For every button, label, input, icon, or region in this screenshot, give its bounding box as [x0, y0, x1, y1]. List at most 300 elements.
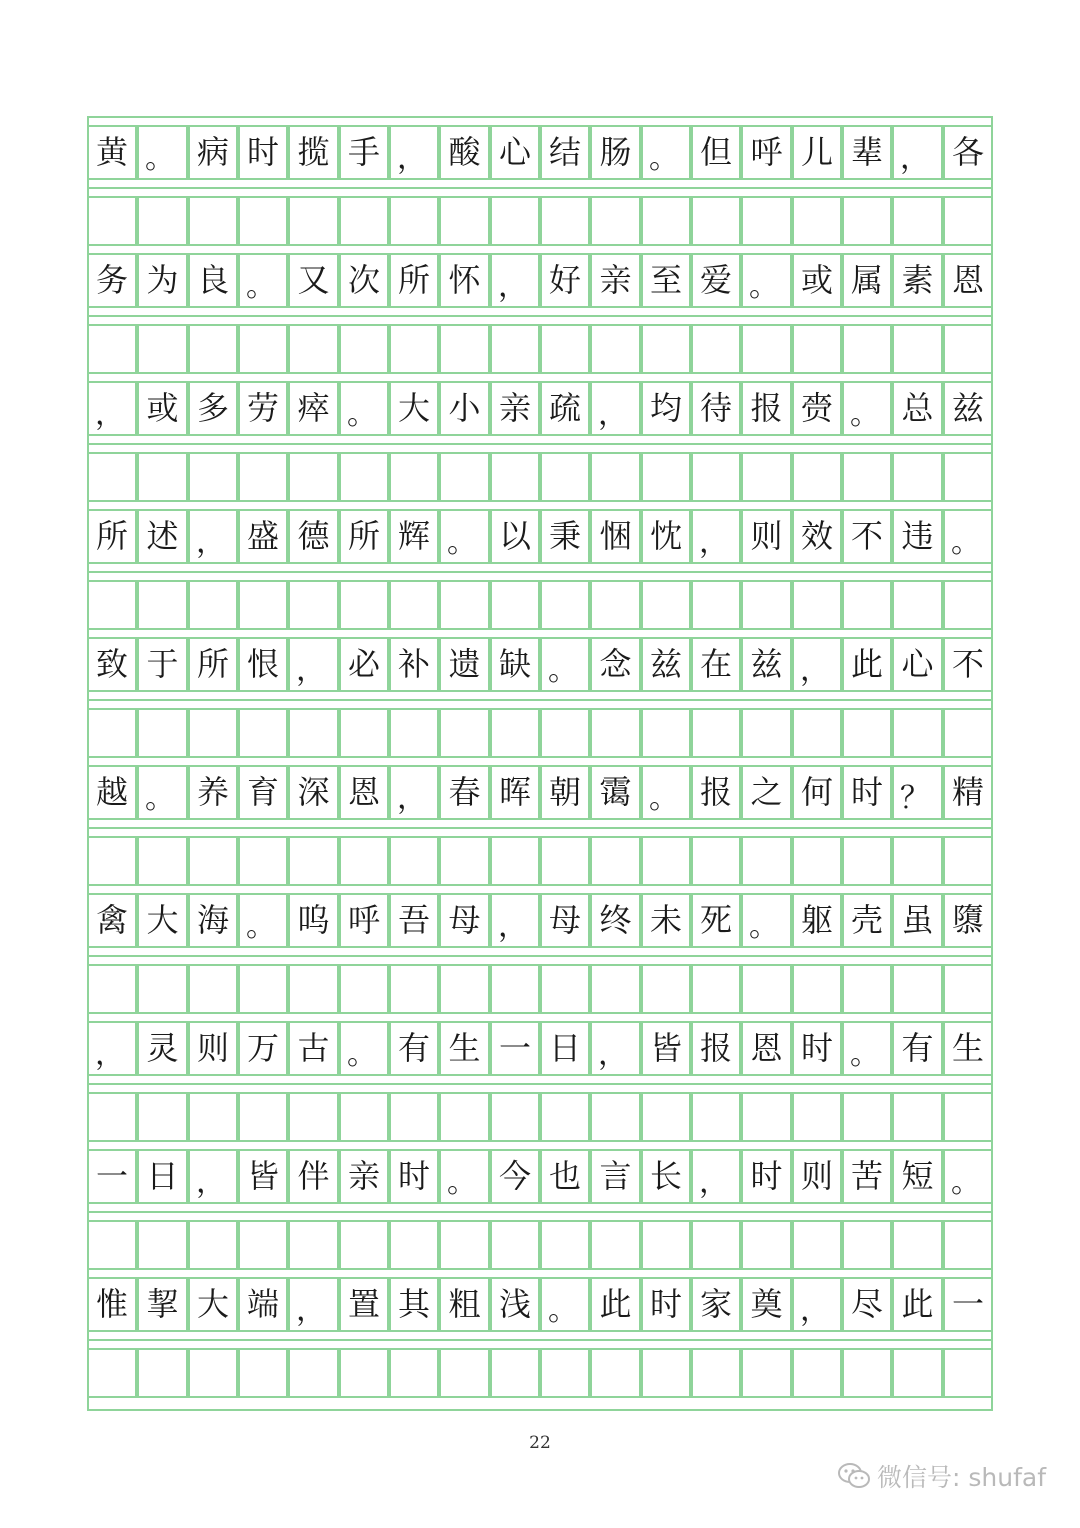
- grid-line: [87, 244, 993, 246]
- character-cell: ，: [490, 893, 540, 946]
- practice-cell: [238, 196, 288, 244]
- grid-line: [87, 306, 993, 308]
- character-cell: 日: [540, 1021, 590, 1074]
- practice-cell: [339, 580, 389, 628]
- grid-line: [87, 1140, 993, 1142]
- character-cell: ，: [389, 765, 439, 818]
- grid-line: [87, 1012, 993, 1014]
- character-cell: 此: [842, 637, 892, 690]
- character-cell: 隳: [943, 893, 993, 946]
- character-cell: 虽: [892, 893, 943, 946]
- character-cell: ，: [892, 125, 943, 178]
- practice-cell: [792, 452, 842, 500]
- character-cell: 朝: [540, 765, 590, 818]
- character-cell: 也: [540, 1149, 590, 1202]
- practice-cell: [943, 196, 993, 244]
- practice-cell: [439, 1092, 490, 1140]
- character-cell: 。: [943, 1149, 993, 1202]
- practice-cell: [137, 708, 188, 756]
- character-cell: 惟: [87, 1277, 137, 1330]
- practice-cell: [691, 964, 741, 1012]
- character-cell: 精: [943, 765, 993, 818]
- character-cell: 。: [741, 893, 792, 946]
- practice-grid: [87, 116, 993, 1411]
- practice-cell: [389, 1220, 439, 1268]
- practice-cell: [590, 452, 641, 500]
- character-cell: 病: [188, 125, 238, 178]
- character-cell: ？: [892, 765, 943, 818]
- practice-cell: [439, 836, 490, 884]
- practice-cell: [892, 708, 943, 756]
- practice-cell: [490, 452, 540, 500]
- character-cell: ，: [188, 1149, 238, 1202]
- character-cell: 言: [590, 1149, 641, 1202]
- practice-cell: [540, 1092, 590, 1140]
- practice-cell: [741, 452, 792, 500]
- character-cell: 。: [137, 125, 188, 178]
- grid-line: [87, 571, 993, 573]
- character-cell: ，: [691, 509, 741, 562]
- practice-cell: [137, 196, 188, 244]
- practice-cell: [842, 964, 892, 1012]
- practice-cell: [87, 580, 137, 628]
- character-cell: 必: [339, 637, 389, 690]
- character-cell: 何: [792, 765, 842, 818]
- practice-cell: [288, 964, 339, 1012]
- practice-cell: [490, 324, 540, 372]
- practice-cell: [842, 196, 892, 244]
- practice-cell: [641, 324, 691, 372]
- practice-cell: [892, 196, 943, 244]
- grid-line: [87, 562, 993, 564]
- practice-cell: [641, 196, 691, 244]
- character-cell: 报: [691, 765, 741, 818]
- practice-cell: [842, 1348, 892, 1396]
- character-cell: 一: [490, 1021, 540, 1074]
- practice-cell: [691, 580, 741, 628]
- practice-cell: [792, 580, 842, 628]
- practice-cell: [389, 580, 439, 628]
- character-cell: ，: [590, 381, 641, 434]
- character-cell: 霭: [590, 765, 641, 818]
- page-number: 22: [529, 1433, 551, 1453]
- practice-cell: [87, 708, 137, 756]
- practice-cell: [188, 452, 238, 500]
- character-cell: 属: [842, 253, 892, 306]
- practice-cell: [439, 452, 490, 500]
- character-cell: 日: [137, 1149, 188, 1202]
- grid-line: [87, 315, 993, 317]
- character-cell: 有: [892, 1021, 943, 1074]
- character-cell: 儿: [792, 125, 842, 178]
- grid-line: [87, 1074, 993, 1076]
- practice-cell: [590, 1092, 641, 1140]
- practice-cell: [741, 196, 792, 244]
- character-cell: 大: [389, 381, 439, 434]
- character-cell: ，: [188, 509, 238, 562]
- character-cell: 育: [238, 765, 288, 818]
- character-cell: 致: [87, 637, 137, 690]
- grid-line: [87, 1202, 993, 1204]
- practice-cell: [389, 196, 439, 244]
- character-cell: ，: [490, 253, 540, 306]
- practice-cell: [691, 708, 741, 756]
- practice-cell: [339, 836, 389, 884]
- practice-cell: [842, 452, 892, 500]
- character-cell: 呼: [741, 125, 792, 178]
- character-cell: 。: [439, 509, 490, 562]
- character-cell: ，: [87, 381, 137, 434]
- practice-cell: [943, 1220, 993, 1268]
- character-cell: 时: [792, 1021, 842, 1074]
- character-cell: 。: [540, 637, 590, 690]
- practice-cell: [842, 836, 892, 884]
- character-cell: 其: [389, 1277, 439, 1330]
- practice-cell: [590, 1348, 641, 1396]
- character-cell: 恩: [741, 1021, 792, 1074]
- sheet-border: [87, 116, 993, 1411]
- character-cell: 素: [892, 253, 943, 306]
- grid-line: [87, 1330, 993, 1332]
- character-cell: 则: [188, 1021, 238, 1074]
- practice-cell: [892, 836, 943, 884]
- grid-line: [87, 372, 993, 374]
- grid-line: [87, 434, 993, 436]
- practice-cell: [540, 836, 590, 884]
- character-cell: 秉: [540, 509, 590, 562]
- character-cell: 今: [490, 1149, 540, 1202]
- character-cell: 又: [288, 253, 339, 306]
- character-cell: 有: [389, 1021, 439, 1074]
- practice-cell: [439, 1348, 490, 1396]
- character-cell: 生: [943, 1021, 993, 1074]
- character-cell: 遗: [439, 637, 490, 690]
- practice-cell: [288, 196, 339, 244]
- practice-cell: [590, 836, 641, 884]
- practice-cell: [792, 836, 842, 884]
- practice-cell: [590, 324, 641, 372]
- character-cell: 心: [892, 637, 943, 690]
- character-cell: 所: [339, 509, 389, 562]
- practice-cell: [540, 324, 590, 372]
- practice-cell: [540, 452, 590, 500]
- character-cell: 揽: [288, 125, 339, 178]
- practice-cell: [490, 1348, 540, 1396]
- practice-cell: [490, 1220, 540, 1268]
- character-cell: 兹: [943, 381, 993, 434]
- character-cell: 好: [540, 253, 590, 306]
- character-cell: 躯: [792, 893, 842, 946]
- character-cell: 晖: [490, 765, 540, 818]
- grid-line: [87, 500, 993, 502]
- character-cell: 务: [87, 253, 137, 306]
- character-cell: 恨: [238, 637, 288, 690]
- practice-cell: [641, 1220, 691, 1268]
- practice-cell: [641, 1348, 691, 1396]
- character-cell: 灵: [137, 1021, 188, 1074]
- character-cell: 总: [892, 381, 943, 434]
- character-cell: 均: [641, 381, 691, 434]
- practice-cell: [943, 452, 993, 500]
- character-cell: 浅: [490, 1277, 540, 1330]
- grid-line: [87, 827, 993, 829]
- practice-cell: [741, 324, 792, 372]
- practice-cell: [943, 1348, 993, 1396]
- character-cell: 大: [137, 893, 188, 946]
- character-cell: ，: [288, 1277, 339, 1330]
- character-cell: 辉: [389, 509, 439, 562]
- character-cell: 一: [87, 1149, 137, 1202]
- grid-line: [87, 1083, 993, 1085]
- practice-cell: [842, 708, 892, 756]
- character-cell: 亲: [339, 1149, 389, 1202]
- practice-cell: [439, 196, 490, 244]
- character-cell: 亲: [490, 381, 540, 434]
- practice-cell: [842, 324, 892, 372]
- practice-cell: [741, 964, 792, 1012]
- grid-line: [87, 756, 993, 758]
- character-cell: 海: [188, 893, 238, 946]
- character-cell: 生: [439, 1021, 490, 1074]
- practice-cell: [288, 1348, 339, 1396]
- character-cell: 终: [590, 893, 641, 946]
- practice-cell: [892, 324, 943, 372]
- practice-cell: [389, 1092, 439, 1140]
- character-cell: 或: [792, 253, 842, 306]
- practice-cell: [439, 964, 490, 1012]
- character-cell: 死: [691, 893, 741, 946]
- character-cell: 时: [741, 1149, 792, 1202]
- practice-cell: [792, 324, 842, 372]
- practice-cell: [943, 708, 993, 756]
- practice-cell: [691, 324, 741, 372]
- character-cell: 心: [490, 125, 540, 178]
- practice-cell: [741, 1220, 792, 1268]
- character-cell: 于: [137, 637, 188, 690]
- character-cell: 在: [691, 637, 741, 690]
- practice-cell: [741, 1348, 792, 1396]
- practice-cell: [490, 708, 540, 756]
- practice-cell: [87, 324, 137, 372]
- character-cell: 大: [188, 1277, 238, 1330]
- practice-cell: [540, 1348, 590, 1396]
- practice-cell: [389, 708, 439, 756]
- character-cell: ，: [590, 1021, 641, 1074]
- practice-cell: [590, 1220, 641, 1268]
- practice-cell: [188, 836, 238, 884]
- practice-cell: [691, 1348, 741, 1396]
- character-cell: ，: [288, 637, 339, 690]
- practice-cell: [87, 1092, 137, 1140]
- practice-cell: [188, 1220, 238, 1268]
- character-cell: 报: [741, 381, 792, 434]
- practice-cell: [943, 580, 993, 628]
- practice-cell: [137, 324, 188, 372]
- practice-cell: [943, 836, 993, 884]
- practice-cell: [288, 708, 339, 756]
- character-cell: 瘁: [288, 381, 339, 434]
- practice-cell: [691, 1220, 741, 1268]
- character-cell: 爱: [691, 253, 741, 306]
- practice-cell: [339, 964, 389, 1012]
- practice-cell: [641, 708, 691, 756]
- character-cell: 吾: [389, 893, 439, 946]
- practice-cell: [892, 1348, 943, 1396]
- character-cell: 则: [792, 1149, 842, 1202]
- character-cell: ，: [389, 125, 439, 178]
- character-cell: 以: [490, 509, 540, 562]
- grid-line: [87, 1409, 993, 1411]
- practice-cell: [188, 708, 238, 756]
- character-cell: 则: [741, 509, 792, 562]
- character-cell: 母: [439, 893, 490, 946]
- character-cell: 所: [389, 253, 439, 306]
- character-cell: 补: [389, 637, 439, 690]
- practice-cell: [590, 580, 641, 628]
- practice-cell: [590, 708, 641, 756]
- practice-cell: [339, 1092, 389, 1140]
- character-cell: 多: [188, 381, 238, 434]
- practice-cell: [137, 964, 188, 1012]
- practice-cell: [892, 580, 943, 628]
- practice-cell: [842, 580, 892, 628]
- character-cell: 兹: [641, 637, 691, 690]
- character-cell: 。: [842, 381, 892, 434]
- grid-line: [87, 818, 993, 820]
- character-cell: 。: [641, 765, 691, 818]
- practice-cell: [540, 196, 590, 244]
- practice-cell: [288, 452, 339, 500]
- character-cell: 赍: [792, 381, 842, 434]
- practice-cell: [439, 708, 490, 756]
- character-cell: 。: [339, 1021, 389, 1074]
- practice-cell: [741, 1092, 792, 1140]
- practice-cell: [288, 324, 339, 372]
- character-cell: 伴: [288, 1149, 339, 1202]
- character-cell: 疏: [540, 381, 590, 434]
- practice-cell: [389, 1348, 439, 1396]
- grid-line: [87, 946, 993, 948]
- practice-cell: [339, 1220, 389, 1268]
- character-cell: 所: [188, 637, 238, 690]
- character-cell: 缺: [490, 637, 540, 690]
- practice-cell: [188, 964, 238, 1012]
- practice-cell: [87, 1348, 137, 1396]
- practice-cell: [87, 196, 137, 244]
- practice-cell: [137, 580, 188, 628]
- character-cell: 。: [842, 1021, 892, 1074]
- practice-cell: [792, 1348, 842, 1396]
- practice-cell: [339, 324, 389, 372]
- practice-cell: [288, 1220, 339, 1268]
- practice-cell: [792, 708, 842, 756]
- practice-cell: [87, 1220, 137, 1268]
- practice-cell: [892, 964, 943, 1012]
- character-cell: 盛: [238, 509, 288, 562]
- character-cell: 时: [238, 125, 288, 178]
- practice-cell: [490, 1092, 540, 1140]
- grid-line: [87, 955, 993, 957]
- character-cell: 述: [137, 509, 188, 562]
- practice-cell: [288, 836, 339, 884]
- grid-line: [87, 443, 993, 445]
- practice-cell: [238, 452, 288, 500]
- practice-cell: [490, 196, 540, 244]
- character-cell: 为: [137, 253, 188, 306]
- character-cell: 之: [741, 765, 792, 818]
- character-cell: 呼: [339, 893, 389, 946]
- practice-cell: [892, 1092, 943, 1140]
- character-cell: 辈: [842, 125, 892, 178]
- practice-cell: [439, 580, 490, 628]
- practice-cell: [641, 1092, 691, 1140]
- practice-cell: [288, 580, 339, 628]
- practice-cell: [691, 452, 741, 500]
- practice-cell: [590, 196, 641, 244]
- character-cell: 结: [540, 125, 590, 178]
- character-cell: 苦: [842, 1149, 892, 1202]
- character-cell: 。: [741, 253, 792, 306]
- practice-cell: [540, 580, 590, 628]
- character-cell: 母: [540, 893, 590, 946]
- grid-line: [87, 884, 993, 886]
- practice-cell: [943, 324, 993, 372]
- character-cell: ，: [792, 637, 842, 690]
- practice-cell: [439, 1220, 490, 1268]
- character-cell: 未: [641, 893, 691, 946]
- practice-cell: [490, 836, 540, 884]
- practice-cell: [188, 1348, 238, 1396]
- practice-cell: [792, 1092, 842, 1140]
- character-cell: ，: [792, 1277, 842, 1330]
- practice-cell: [137, 1348, 188, 1396]
- practice-cell: [590, 964, 641, 1012]
- practice-cell: [238, 836, 288, 884]
- wechat-icon: [837, 1461, 871, 1491]
- character-cell: 。: [439, 1149, 490, 1202]
- practice-cell: [238, 1220, 288, 1268]
- character-cell: 呜: [288, 893, 339, 946]
- practice-cell: [540, 1220, 590, 1268]
- practice-cell: [641, 836, 691, 884]
- character-cell: 春: [439, 765, 490, 818]
- practice-cell: [792, 1220, 842, 1268]
- character-cell: 家: [691, 1277, 741, 1330]
- character-cell: ，: [691, 1149, 741, 1202]
- practice-cell: [792, 964, 842, 1012]
- character-cell: 不: [943, 637, 993, 690]
- practice-cell: [691, 196, 741, 244]
- character-cell: 。: [238, 893, 288, 946]
- practice-cell: [188, 324, 238, 372]
- practice-cell: [641, 964, 691, 1012]
- practice-cell: [137, 1092, 188, 1140]
- character-cell: 此: [892, 1277, 943, 1330]
- character-cell: 。: [339, 381, 389, 434]
- character-cell: 。: [540, 1277, 590, 1330]
- character-cell: 所: [87, 509, 137, 562]
- character-cell: 皆: [641, 1021, 691, 1074]
- practice-cell: [741, 580, 792, 628]
- character-cell: 违: [892, 509, 943, 562]
- practice-cell: [87, 452, 137, 500]
- practice-cell: [792, 196, 842, 244]
- character-cell: 黄: [87, 125, 137, 178]
- character-cell: 忱: [641, 509, 691, 562]
- character-cell: 恩: [339, 765, 389, 818]
- character-cell: 禽: [87, 893, 137, 946]
- character-cell: 德: [288, 509, 339, 562]
